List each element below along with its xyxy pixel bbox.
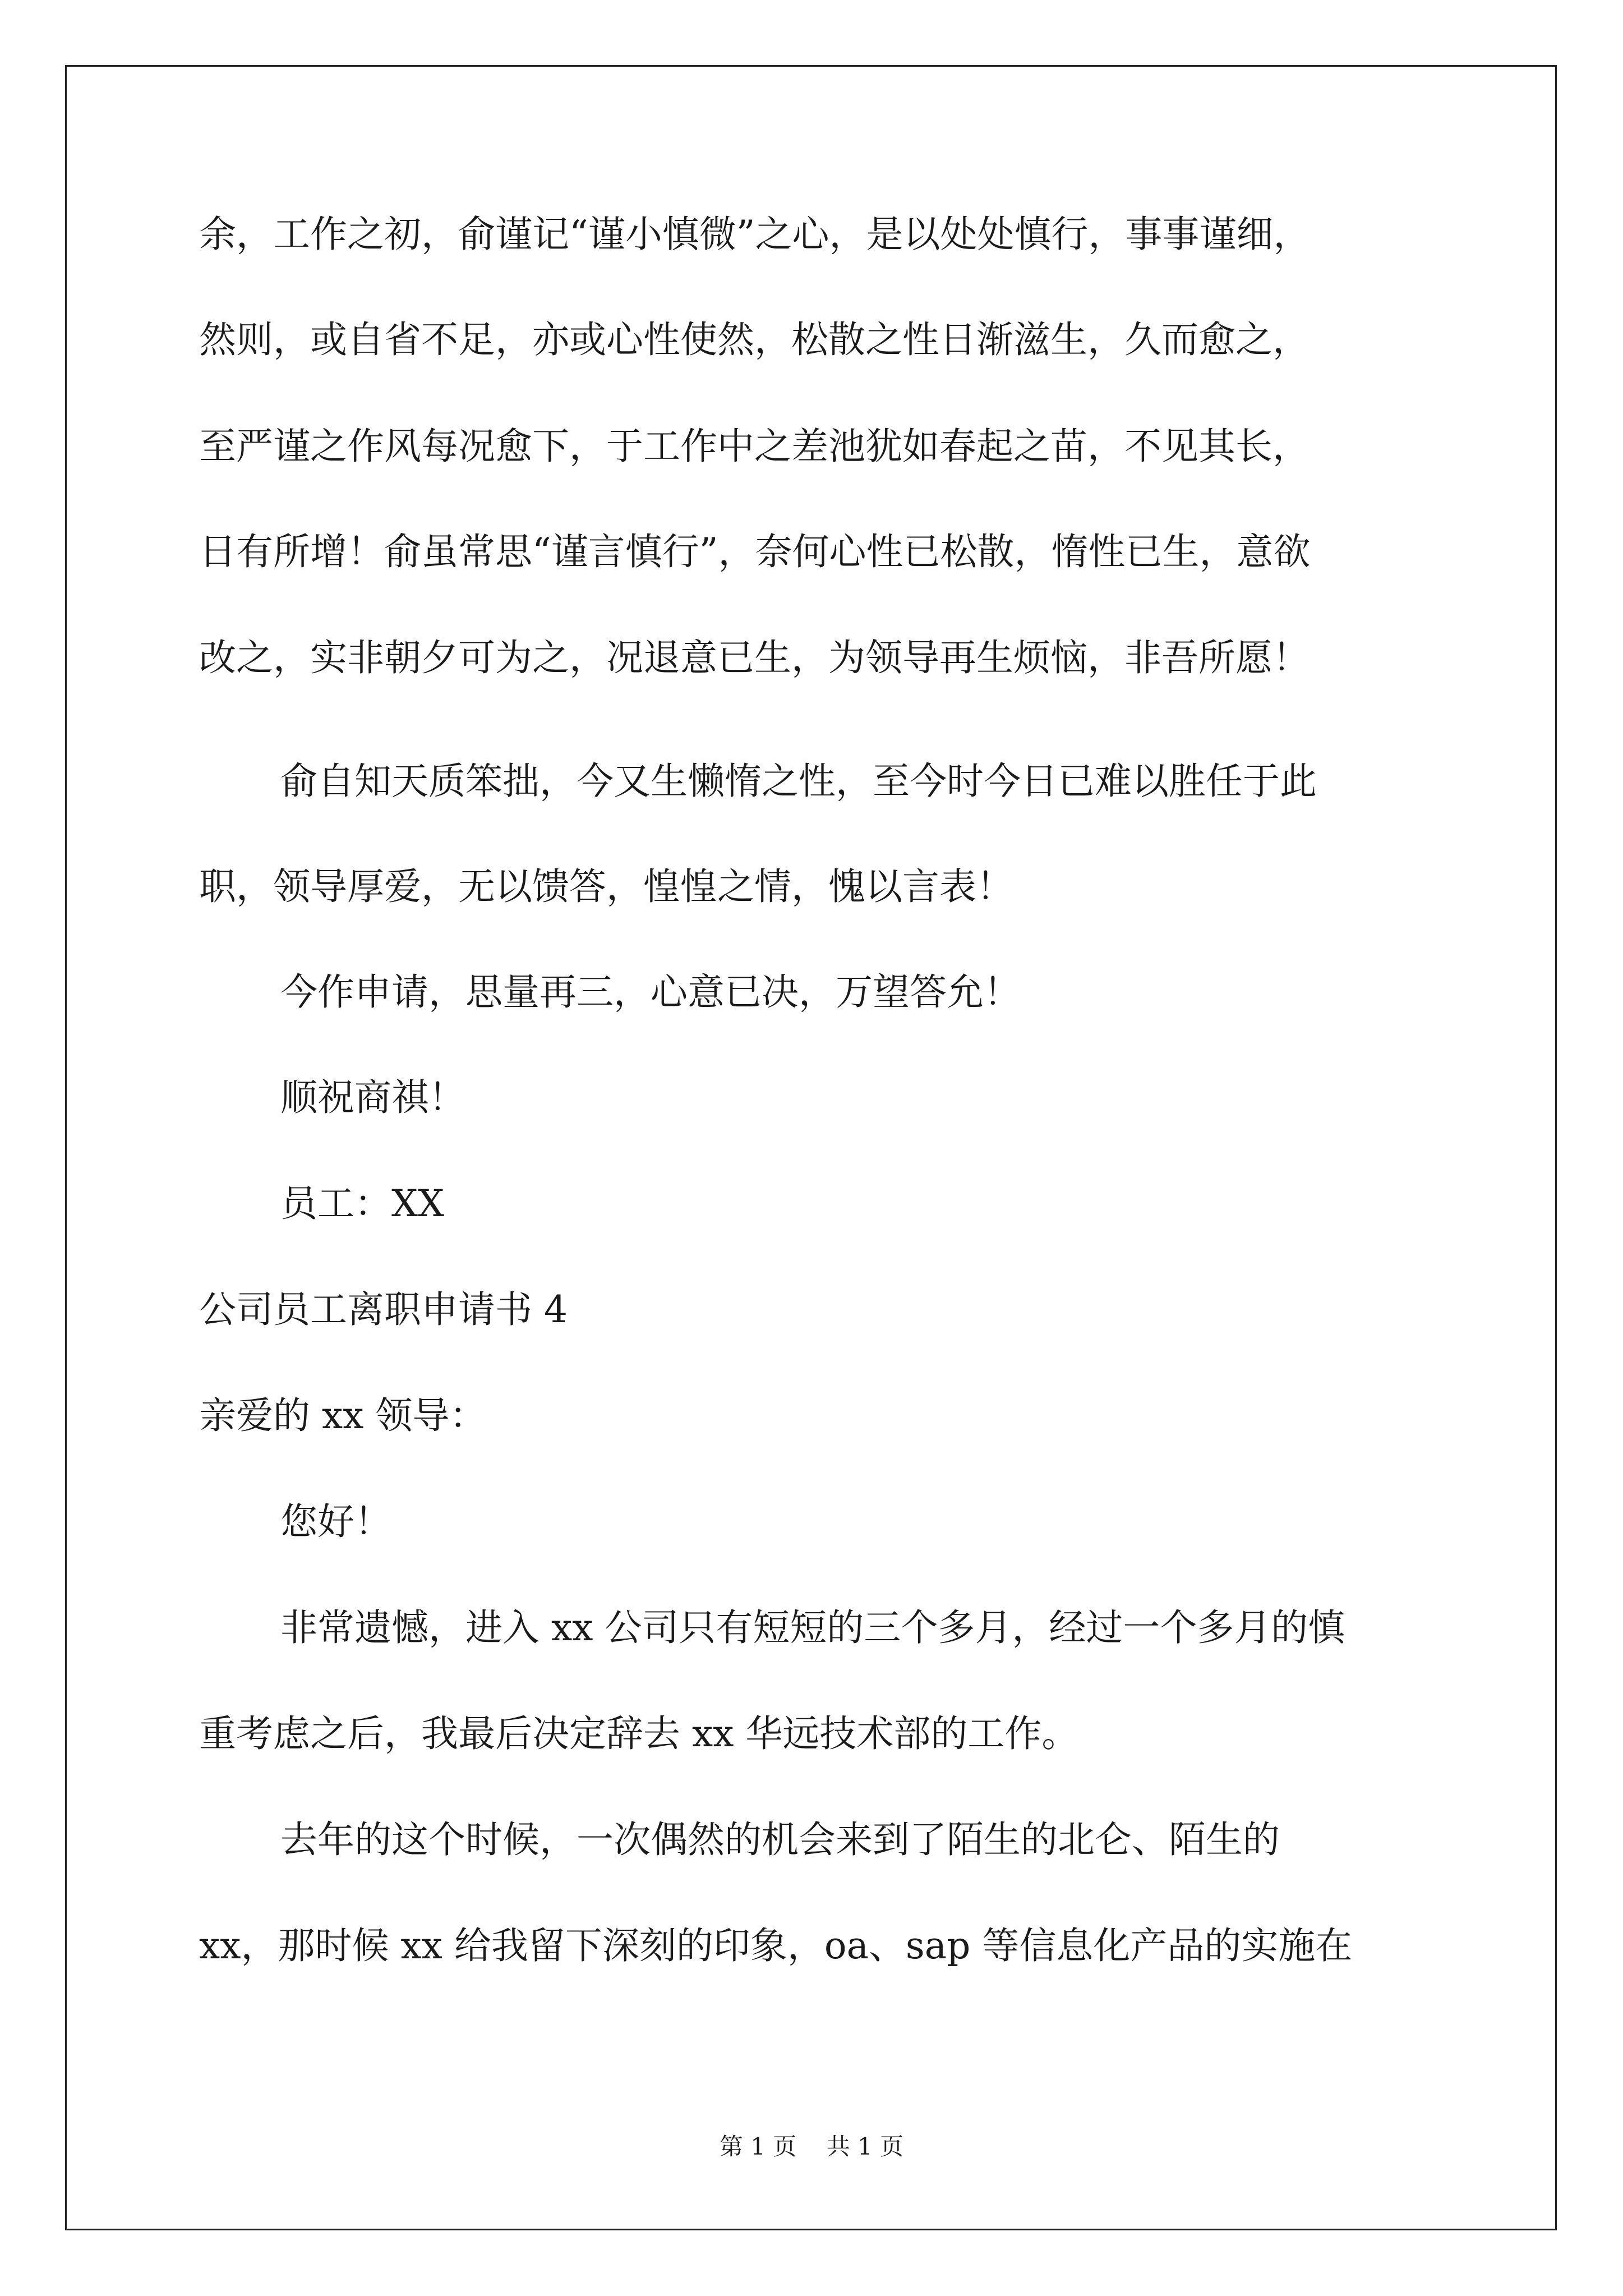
body-line-15: 重考虑之后，我最后决定辞去 xx 华远技术部的工作。: [199, 1712, 1079, 1755]
closing-line: 顺祝商祺！: [280, 1076, 465, 1119]
body-line-14: 非常遗憾，进入 xx 公司只有短短的三个多月，经过一个多月的慎: [280, 1606, 1345, 1649]
body-line-4: 日有所增！俞虽常思“谨言慎行”，奈何心性已松散，惰性已生，意欲: [199, 530, 1311, 573]
body-line-8: 今作申请，思量再三，心意已决，万望答允！: [280, 970, 1021, 1014]
body-line-2: 然则，或自省不足，亦或心性使然，松散之性日渐滋生，久而愈之，: [199, 318, 1310, 361]
body-line-1: 余，工作之初，俞谨记“谨小慎微”之心，是以处处慎行，事事谨细，: [199, 213, 1311, 256]
signature-line: 员工：XX: [280, 1182, 444, 1225]
greeting-line: 您好！: [280, 1500, 391, 1543]
body-line-17: xx，那时候 xx 给我留下深刻的印象，oa、sap 等信息化产品的实施在: [199, 1924, 1353, 1967]
body-line-6: 俞自知天质笨拙，今又生懒惰之性，至今时今日已难以胜任于此: [280, 760, 1317, 803]
body-line-7: 职，领导厚爱，无以馈答，惶惶之情，愧以言表！: [199, 865, 1013, 908]
page-number-footer: 第 1 页 共 1 页: [719, 2133, 904, 2160]
body-line-16: 去年的这个时候，一次偶然的机会来到了陌生的北仑、陌生的: [280, 1818, 1280, 1861]
page-border: [65, 65, 1557, 2230]
salutation-line: 亲爱的 xx 领导：: [199, 1394, 487, 1437]
body-line-3: 至严谨之作风每况愈下，于工作中之差池犹如春起之苗，不见其长，: [199, 425, 1310, 468]
body-line-5: 改之，实非朝夕可为之，况退意已生，为领导再生烦恼，非吾所愿！: [199, 636, 1310, 679]
section-heading: 公司员工离职申请书 4: [199, 1288, 568, 1331]
